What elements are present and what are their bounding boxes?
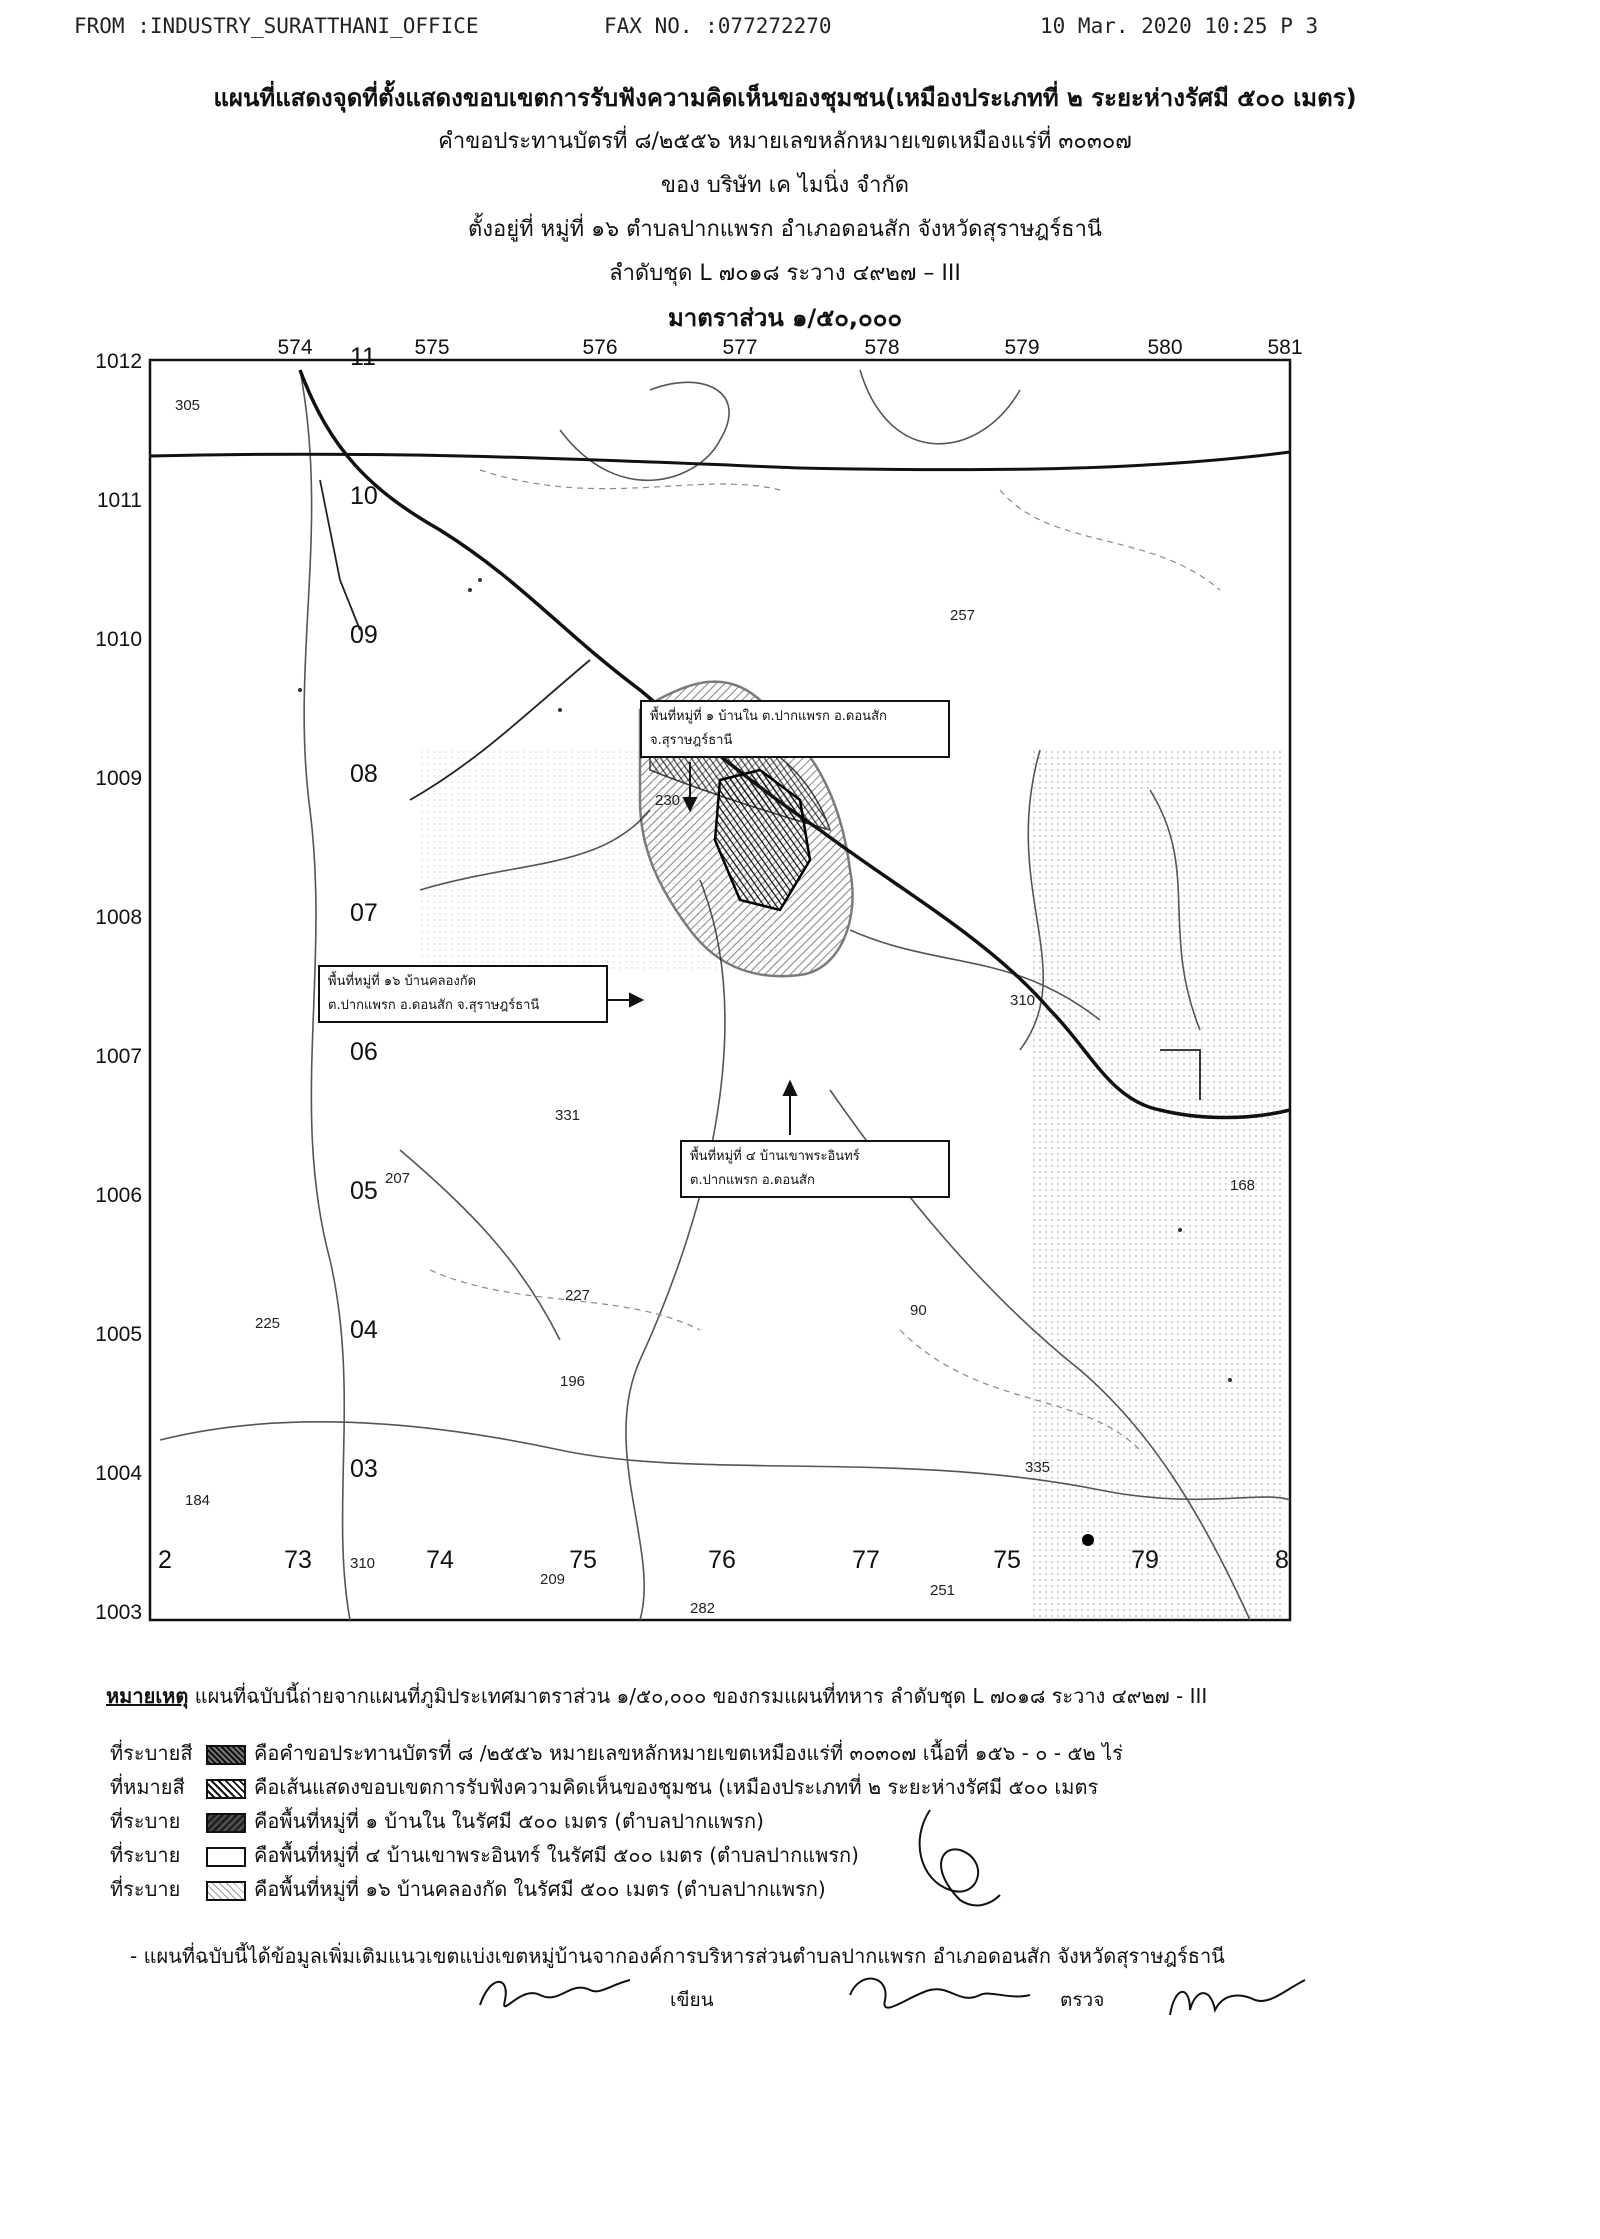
northing-tick: 1005 <box>95 1323 142 1346</box>
elevation-label: 282 <box>690 1600 716 1617</box>
callout-village-16 <box>318 965 608 1023</box>
grid-bottom-label: 74 <box>426 1546 454 1574</box>
callout-village-4-line1: พื้นที่หมู่ที่ ๔ บ้านเขาพระอินทร์ <box>690 1149 860 1164</box>
callout-village-16-line2: ต.ปากแพรก อ.ดอนสัก จ.สุราษฎร์ธานี <box>328 998 540 1013</box>
elevation-label: 335 <box>1025 1459 1051 1476</box>
title-line-4: ตั้งอยู่ที่ หมู่ที่ ๑๖ ตำบลปากแพรก อำเภอดอนสัก จังหวัดสุราษฎร์ธานี <box>468 217 1102 242</box>
callout-village-4-line2: ต.ปากแพรก อ.ดอนสัก <box>690 1173 815 1188</box>
callout-village-1 <box>640 700 950 758</box>
northing-tick: 1011 <box>96 489 142 512</box>
checked-by-label: ตรวจ <box>1060 1989 1105 2011</box>
elevation-label: 168 <box>1230 1177 1256 1194</box>
elevation-label: 90 <box>910 1302 927 1319</box>
elevation-label: 310 <box>1010 992 1036 1009</box>
legend-swatch-blank <box>206 1847 246 1867</box>
legend-row-village-1 <box>110 1806 764 1836</box>
northing-tick: 1006 <box>95 1184 142 1207</box>
remark-label: หมายเหตุ <box>106 1684 189 1708</box>
elevation-label: 207 <box>385 1170 411 1187</box>
legend-text: คือพื้นที่หมู่ที่ ๑๖ บ้านคลองกัด ในรัศมี ๕๐๐ เมตร (ตำบลปากแพรก) <box>254 1877 826 1901</box>
grid-row-label: 10 <box>350 482 378 510</box>
easting-tick: 578 <box>864 336 900 359</box>
fax-from: FROM :INDUSTRY_SURATTHANI_OFFICE <box>74 14 479 38</box>
grid-row-label: 07 <box>350 899 378 927</box>
title-line-1: แผนที่แสดงจุดที่ตั้งแสดงขอบเขตการรับฟังความคิดเห็นของชุมชน(เหมืองประเภทที่ ๒ ระยะห่างรัศมี ๕๐๐ เมตร) <box>213 84 1357 112</box>
map-scale: มาตราส่วน ๑/๕๐,๐๐๐ <box>667 304 902 332</box>
title-line-2: คำขอประทานบัตรที่ ๘/๒๕๕๖ หมายเลขหลักหมายเขตเหมืองแร่ที่ ๓๐๓๐๗ <box>438 129 1132 154</box>
northing-tick: 1007 <box>95 1045 142 1068</box>
northing-tick: 1003 <box>95 1601 142 1624</box>
grid-row-label: 04 <box>350 1316 378 1344</box>
fax-header <box>0 14 1600 44</box>
elevation-label: 251 <box>930 1582 956 1599</box>
legend-label: ที่ระบาย <box>110 1809 181 1833</box>
callout-village-1-line2: จ.สุราษฎร์ธานี <box>650 733 733 748</box>
written-by-label: เขียน <box>670 1989 714 2011</box>
grid-bottom-label: 75 <box>993 1546 1021 1574</box>
northing-tick: 1010 <box>95 628 142 651</box>
legend-label: ที่หมายสี <box>110 1775 185 1799</box>
map-drawing <box>0 330 1600 1660</box>
northing-tick: 1004 <box>95 1462 142 1485</box>
elevation-label: 257 <box>950 607 976 624</box>
grid-bottom-label: 75 <box>569 1546 597 1574</box>
elevation-label: 331 <box>555 1107 581 1124</box>
grid-bottom-label: 2 <box>158 1546 172 1574</box>
footnote: - แผนที่ฉบับนี้ได้ข้อมูลเพิ่มเติมแนวเขตแบ่งเขตหมู่บ้านจากองค์การบริหารส่วนตำบลปากแพรก อำเภอดอนสัก จังหวัดสุราษฎร์ธานี <box>130 1944 1225 1968</box>
northing-ticks <box>95 350 142 1624</box>
title-block <box>150 76 1420 340</box>
fax-date-page: 10 Mar. 2020 10:25 P 3 <box>1040 14 1319 38</box>
legend-swatch-hatch <box>206 1779 246 1799</box>
grid-row-label: 09 <box>350 621 378 649</box>
easting-tick: 577 <box>722 336 758 359</box>
legend-label: ที่ระบายสี <box>110 1741 193 1765</box>
easting-tick: 575 <box>414 336 450 359</box>
signature-writer <box>470 1965 640 2025</box>
title-line-3: ของ บริษัท เค ไมนิ่ง จำกัด <box>660 173 910 198</box>
grid-bottom-label: 79 <box>1131 1546 1159 1574</box>
signature-checker <box>1160 1970 1310 2030</box>
grid-bottom-label: 76 <box>708 1546 736 1574</box>
legend-label: ที่ระบาย <box>110 1877 181 1901</box>
legend-swatch-dense <box>206 1745 246 1765</box>
northing-tick: 1008 <box>95 906 142 929</box>
northing-tick: 1012 <box>95 350 142 373</box>
legend-text: คือพื้นที่หมู่ที่ ๔ บ้านเขาพระอินทร์ ในรัศมี ๕๐๐ เมตร (ตำบลปากแพรก) <box>254 1843 859 1867</box>
northing-tick: 1009 <box>95 767 142 790</box>
elevation-label: 227 <box>565 1287 591 1304</box>
grid-bottom-label: 73 <box>284 1546 312 1574</box>
elevation-label: 209 <box>540 1571 566 1588</box>
elevation-label: 196 <box>560 1373 586 1390</box>
legend-text: คือเส้นแสดงขอบเขตการรับฟังความคิดเห็นของชุมชน (เหมืองประเภทที่ ๒ ระยะห่างรัศมี ๕๐๐ เมตร <box>254 1775 1099 1799</box>
callout-village-16-line1: พื้นที่หมู่ที่ ๑๖ บ้านคลองกัด <box>328 974 477 989</box>
remark-text: แผนที่ฉบับนี้ถ่ายจากแผนที่ภูมิประเทศมาตราส่วน ๑/๕๐,๐๐๐ ของกรมแผนที่ทหาร ลำดับชุด L ๗๐๑๘ ระวาง ๔๙๒๗ - III <box>194 1684 1208 1708</box>
easting-tick: 576 <box>582 336 618 359</box>
callout-village-4 <box>680 1140 950 1198</box>
legend-row-village-16 <box>110 1874 826 1904</box>
grid-row-label: 11 <box>350 343 376 371</box>
remark <box>106 1680 1207 1712</box>
grid-row-label: 05 <box>350 1177 378 1205</box>
fax-number: FAX NO. :077272270 <box>604 14 832 38</box>
easting-tick: 574 <box>277 336 313 359</box>
legend-swatch-light <box>206 1881 246 1901</box>
grid-bottom-label: 77 <box>852 1546 880 1574</box>
legend-text: คือพื้นที่หมู่ที่ ๑ บ้านใน ในรัศมี ๕๐๐ เมตร (ตำบลปากแพรก) <box>254 1809 764 1833</box>
callout-village-1-line1: พื้นที่หมู่ที่ ๑ บ้านใน ต.ปากแพรก อ.ดอนสัก <box>650 709 887 724</box>
grid-bottom-label: 8 <box>1275 1546 1289 1574</box>
title-line-5: ลำดับชุด L ๗๐๑๘ ระวาง ๔๙๒๗ – III <box>609 261 961 286</box>
grid-row-label: 08 <box>350 760 378 788</box>
easting-tick: 580 <box>1147 336 1183 359</box>
elevation-label: 230 <box>655 792 681 809</box>
elevation-label: 225 <box>255 1315 281 1332</box>
elevation-label: 184 <box>185 1492 211 1509</box>
easting-tick: 581 <box>1267 336 1303 359</box>
signature-side <box>890 1800 1010 1920</box>
elevation-label: 310 <box>350 1555 376 1572</box>
legend-label: ที่ระบาย <box>110 1843 181 1867</box>
topographic-map <box>0 330 1600 1660</box>
legend-text: คือคำขอประทานบัตรที่ ๘ /๒๕๕๖ หมายเลขหลักหมายเขตเหมืองแร่ที่ ๓๐๓๐๗ เนื้อที่ ๑๕๖ - ๐ - ๕๒ ไร่ <box>254 1741 1123 1765</box>
elevation-label: 305 <box>175 397 201 414</box>
legend-row-village-4 <box>110 1840 859 1870</box>
grid-row-label: 06 <box>350 1038 378 1066</box>
legend-row-buffer <box>110 1772 1098 1802</box>
point-marker <box>1082 1534 1094 1546</box>
signature-drafter <box>840 1965 1040 2025</box>
grid-row-label: 03 <box>350 1455 378 1483</box>
legend-swatch-dark <box>206 1813 246 1833</box>
legend-row-concession <box>110 1738 1123 1768</box>
easting-tick: 579 <box>1004 336 1040 359</box>
easting-ticks <box>277 336 1302 359</box>
